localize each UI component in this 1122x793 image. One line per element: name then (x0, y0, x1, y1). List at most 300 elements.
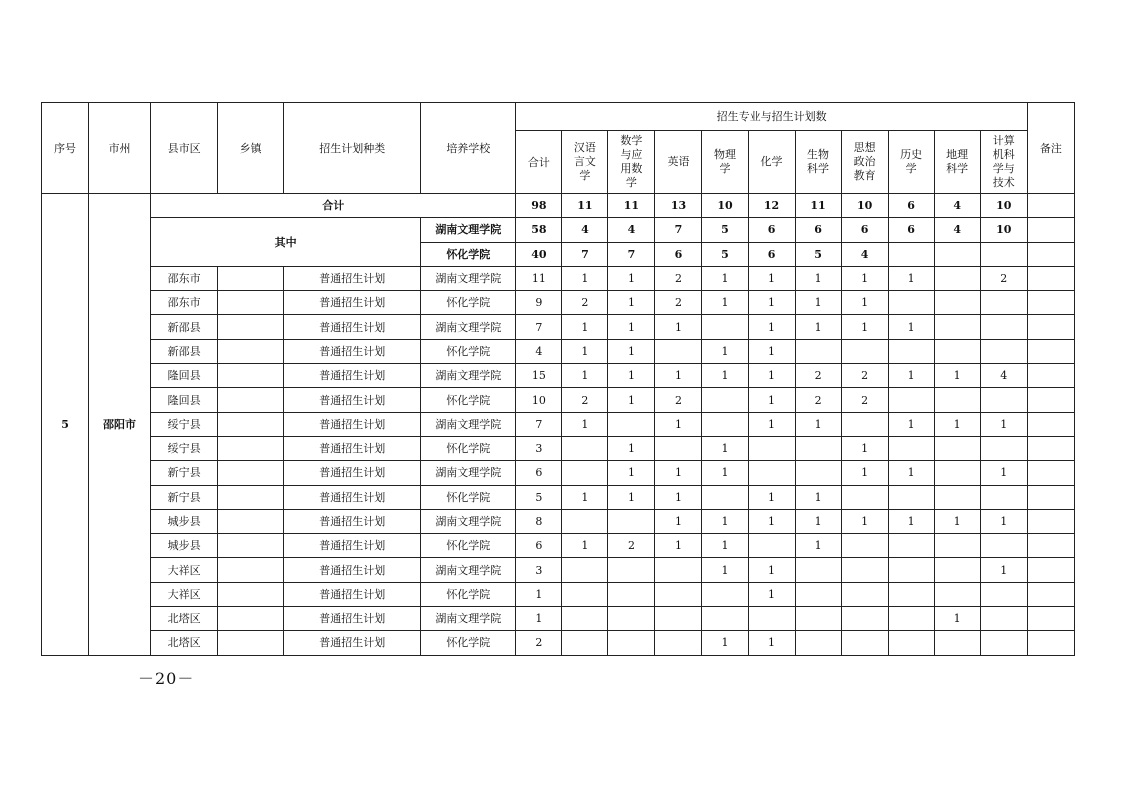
value-cell (608, 631, 655, 655)
value-cell (702, 412, 748, 436)
major-header-label: 地理科学 (946, 148, 969, 175)
town-cell (218, 582, 284, 606)
value-cell (562, 558, 608, 582)
value-cell: 2 (841, 364, 888, 388)
value-cell: 1 (795, 412, 841, 436)
value-cell: 1 (608, 315, 655, 339)
value-cell (841, 631, 888, 655)
value-cell (888, 485, 934, 509)
value-cell (795, 436, 841, 460)
value-cell: 1 (702, 509, 748, 533)
town-cell (218, 339, 284, 363)
value-cell: 2 (655, 388, 702, 412)
value-cell (655, 631, 702, 655)
value-cell: 1 (748, 485, 795, 509)
remark-cell (1027, 194, 1074, 218)
school-cell: 湖南文理学院 (421, 412, 516, 436)
value-cell: 1 (562, 534, 608, 558)
value-cell (934, 388, 980, 412)
value-cell (841, 534, 888, 558)
value-cell (980, 291, 1027, 315)
county-cell: 城步县 (151, 534, 218, 558)
value-cell: 1 (934, 607, 980, 631)
value-cell (934, 315, 980, 339)
value-cell: 1 (888, 315, 934, 339)
value-cell: 1 (608, 291, 655, 315)
total-row (42, 194, 1075, 218)
school-cell: 怀化学院 (421, 388, 516, 412)
value-cell: 1 (608, 388, 655, 412)
value-cell: 15 (516, 364, 562, 388)
value-cell: 1 (888, 266, 934, 290)
value-cell (608, 607, 655, 631)
value-cell: 1 (980, 461, 1027, 485)
value-cell: 1 (888, 412, 934, 436)
value-cell (562, 436, 608, 460)
remark-cell (1027, 412, 1074, 436)
value-cell: 1 (655, 534, 702, 558)
value-cell: 13 (655, 194, 702, 218)
value-cell: 4 (516, 339, 562, 363)
plan-type-cell: 普通招生计划 (284, 534, 421, 558)
school-cell: 怀化学院 (421, 534, 516, 558)
value-cell: 1 (562, 266, 608, 290)
value-cell: 1 (562, 364, 608, 388)
value-cell: 1 (562, 412, 608, 436)
value-cell: 6 (655, 242, 702, 266)
value-cell (655, 558, 702, 582)
remark-cell (1027, 364, 1074, 388)
table-row (42, 461, 1075, 485)
major-header-label: 化学 (760, 155, 783, 168)
col-major-header (888, 131, 934, 194)
value-cell (655, 436, 702, 460)
remark-cell (1027, 558, 1074, 582)
value-cell: 1 (702, 461, 748, 485)
value-cell: 1 (608, 461, 655, 485)
value-cell (888, 534, 934, 558)
table-row (42, 436, 1075, 460)
value-cell (888, 388, 934, 412)
plan-type-cell: 普通招生计划 (284, 412, 421, 436)
value-cell: 10 (980, 218, 1027, 242)
value-cell: 1 (841, 436, 888, 460)
value-cell: 1 (980, 412, 1027, 436)
value-cell: 8 (516, 509, 562, 533)
value-cell: 2 (562, 291, 608, 315)
value-cell: 1 (702, 558, 748, 582)
value-cell: 2 (795, 388, 841, 412)
major-header-label: 历史学 (900, 148, 923, 175)
value-cell (841, 558, 888, 582)
value-cell: 10 (702, 194, 748, 218)
county-cell: 隆回县 (151, 388, 218, 412)
town-cell (218, 315, 284, 339)
county-cell: 绥宁县 (151, 436, 218, 460)
value-cell: 1 (934, 412, 980, 436)
value-cell (980, 242, 1027, 266)
value-cell: 5 (795, 242, 841, 266)
value-cell (841, 339, 888, 363)
value-cell: 1 (608, 364, 655, 388)
table-row (42, 607, 1075, 631)
value-cell (934, 436, 980, 460)
value-cell: 1 (608, 436, 655, 460)
table-row (42, 412, 1075, 436)
col-major-header (608, 131, 655, 194)
value-cell: 7 (562, 242, 608, 266)
major-header-label: 数学与应用数学 (620, 134, 643, 189)
value-cell: 1 (795, 534, 841, 558)
value-cell (655, 582, 702, 606)
value-cell: 1 (748, 339, 795, 363)
value-cell: 3 (516, 436, 562, 460)
remark-cell (1027, 218, 1074, 242)
value-cell (748, 436, 795, 460)
table-row (42, 315, 1075, 339)
table-row (42, 339, 1075, 363)
value-cell: 2 (608, 534, 655, 558)
value-cell (795, 582, 841, 606)
value-cell: 1 (516, 582, 562, 606)
value-cell (888, 436, 934, 460)
remark-cell (1027, 485, 1074, 509)
summary-school-name: 怀化学院 (421, 242, 516, 266)
value-cell: 11 (795, 194, 841, 218)
town-cell (218, 607, 284, 631)
value-cell: 40 (516, 242, 562, 266)
value-cell: 1 (795, 266, 841, 290)
value-cell: 1 (795, 485, 841, 509)
value-cell (980, 436, 1027, 460)
major-header-label: 物理学 (713, 148, 736, 175)
table-row (42, 558, 1075, 582)
col-remark-header: 备注 (1027, 103, 1074, 194)
value-cell: 1 (702, 631, 748, 655)
county-cell: 隆回县 (151, 364, 218, 388)
page-number: －20－ (138, 669, 195, 688)
value-cell: 1 (795, 509, 841, 533)
plan-type-cell: 普通招生计划 (284, 485, 421, 509)
town-cell (218, 364, 284, 388)
value-cell: 1 (655, 412, 702, 436)
value-cell: 1 (702, 534, 748, 558)
col-major-header (655, 131, 702, 194)
value-cell: 1 (888, 461, 934, 485)
value-cell: 6 (795, 218, 841, 242)
value-cell: 1 (562, 315, 608, 339)
town-cell (218, 485, 284, 509)
table-row (42, 534, 1075, 558)
value-cell: 1 (748, 266, 795, 290)
value-cell: 1 (655, 485, 702, 509)
value-cell: 7 (655, 218, 702, 242)
county-cell: 绥宁县 (151, 412, 218, 436)
remark-cell (1027, 388, 1074, 412)
group-seq: 5 (42, 194, 89, 656)
value-cell: 1 (702, 364, 748, 388)
value-cell (841, 607, 888, 631)
value-cell (934, 582, 980, 606)
value-cell: 1 (748, 315, 795, 339)
remark-cell (1027, 242, 1074, 266)
value-cell: 5 (516, 485, 562, 509)
value-cell: 10 (516, 388, 562, 412)
county-cell: 城步县 (151, 509, 218, 533)
value-cell: 1 (795, 291, 841, 315)
value-cell (934, 266, 980, 290)
value-cell (562, 582, 608, 606)
remark-cell (1027, 461, 1074, 485)
town-cell (218, 266, 284, 290)
value-cell (934, 534, 980, 558)
enrollment-plan-table (41, 102, 1075, 656)
col-school-header: 培养学校 (421, 103, 516, 194)
school-cell: 怀化学院 (421, 436, 516, 460)
value-cell (841, 582, 888, 606)
value-cell: 1 (748, 582, 795, 606)
value-cell: 1 (980, 509, 1027, 533)
value-cell: 12 (748, 194, 795, 218)
remark-cell (1027, 607, 1074, 631)
total-label: 合计 (151, 194, 516, 218)
value-cell: 1 (702, 291, 748, 315)
town-cell (218, 412, 284, 436)
value-cell (980, 631, 1027, 655)
school-cell: 湖南文理学院 (421, 364, 516, 388)
value-cell: 4 (608, 218, 655, 242)
remark-cell (1027, 315, 1074, 339)
value-cell (980, 582, 1027, 606)
plan-type-cell: 普通招生计划 (284, 436, 421, 460)
value-cell: 1 (516, 607, 562, 631)
table-row (42, 266, 1075, 290)
value-cell (888, 558, 934, 582)
col-major-header (934, 131, 980, 194)
value-cell (608, 582, 655, 606)
group-city: 邵阳市 (89, 194, 151, 656)
value-cell (888, 242, 934, 266)
value-cell (888, 631, 934, 655)
county-cell: 新邵县 (151, 339, 218, 363)
col-plan-type-header: 招生计划种类 (284, 103, 421, 194)
value-cell (702, 485, 748, 509)
major-header-label: 生物科学 (807, 148, 830, 175)
table-row (42, 388, 1075, 412)
value-cell (562, 461, 608, 485)
value-cell (748, 461, 795, 485)
col-seq-header: 序号 (42, 103, 89, 194)
value-cell: 2 (655, 266, 702, 290)
value-cell (980, 315, 1027, 339)
town-cell (218, 388, 284, 412)
value-cell (748, 607, 795, 631)
major-header-label: 计算机科学与技术 (992, 134, 1015, 189)
value-cell: 11 (608, 194, 655, 218)
value-cell (702, 582, 748, 606)
value-cell (980, 607, 1027, 631)
value-cell (562, 607, 608, 631)
plan-type-cell: 普通招生计划 (284, 631, 421, 655)
county-cell: 北塔区 (151, 607, 218, 631)
table-row (42, 509, 1075, 533)
remark-cell (1027, 509, 1074, 533)
value-cell (888, 582, 934, 606)
value-cell (608, 558, 655, 582)
county-cell: 北塔区 (151, 631, 218, 655)
town-cell (218, 631, 284, 655)
value-cell: 10 (841, 194, 888, 218)
plan-type-cell: 普通招生计划 (284, 266, 421, 290)
value-cell: 1 (748, 388, 795, 412)
value-cell: 2 (795, 364, 841, 388)
county-cell: 大祥区 (151, 582, 218, 606)
value-cell: 3 (516, 558, 562, 582)
col-total-header: 合计 (516, 131, 562, 194)
value-cell (934, 485, 980, 509)
value-cell: 6 (888, 194, 934, 218)
value-cell (888, 607, 934, 631)
value-cell (980, 534, 1027, 558)
remark-cell (1027, 534, 1074, 558)
majors-group-header: 招生专业与招生计划数 (516, 103, 1027, 131)
value-cell: 4 (841, 242, 888, 266)
school-cell: 怀化学院 (421, 485, 516, 509)
value-cell: 1 (888, 509, 934, 533)
town-cell (218, 558, 284, 582)
value-cell: 1 (562, 339, 608, 363)
value-cell: 5 (702, 218, 748, 242)
table-row (42, 364, 1075, 388)
major-header-label: 汉语言文学 (573, 141, 596, 182)
value-cell (934, 461, 980, 485)
value-cell: 1 (748, 412, 795, 436)
plan-type-cell: 普通招生计划 (284, 509, 421, 533)
value-cell: 58 (516, 218, 562, 242)
value-cell: 1 (748, 509, 795, 533)
value-cell (888, 291, 934, 315)
value-cell (562, 631, 608, 655)
plan-type-cell: 普通招生计划 (284, 315, 421, 339)
school-cell: 怀化学院 (421, 631, 516, 655)
value-cell: 1 (608, 266, 655, 290)
header-row-1 (42, 103, 1075, 131)
major-header-label: 思想政治教育 (853, 141, 876, 182)
value-cell: 1 (655, 315, 702, 339)
value-cell: 2 (516, 631, 562, 655)
col-county-header: 县市区 (151, 103, 218, 194)
value-cell (934, 631, 980, 655)
value-cell: 4 (934, 194, 980, 218)
value-cell: 2 (655, 291, 702, 315)
value-cell: 9 (516, 291, 562, 315)
county-cell: 新宁县 (151, 461, 218, 485)
remark-cell (1027, 291, 1074, 315)
col-town-header: 乡镇 (218, 103, 284, 194)
school-cell: 湖南文理学院 (421, 315, 516, 339)
county-cell: 邵东市 (151, 266, 218, 290)
plan-type-cell: 普通招生计划 (284, 291, 421, 315)
value-cell (562, 509, 608, 533)
county-cell: 大祥区 (151, 558, 218, 582)
value-cell: 1 (702, 266, 748, 290)
value-cell (841, 412, 888, 436)
school-cell: 湖南文理学院 (421, 607, 516, 631)
county-cell: 邵东市 (151, 291, 218, 315)
of-which-label: 其中 (151, 218, 421, 267)
school-cell: 怀化学院 (421, 339, 516, 363)
value-cell: 1 (655, 509, 702, 533)
summary-school-name: 湖南文理学院 (421, 218, 516, 242)
summary-school-row (42, 218, 1075, 242)
remark-cell (1027, 582, 1074, 606)
school-cell: 湖南文理学院 (421, 266, 516, 290)
remark-cell (1027, 339, 1074, 363)
town-cell (218, 291, 284, 315)
remark-cell (1027, 266, 1074, 290)
value-cell: 1 (748, 291, 795, 315)
value-cell (795, 558, 841, 582)
value-cell: 6 (888, 218, 934, 242)
value-cell: 1 (841, 315, 888, 339)
value-cell (655, 339, 702, 363)
table-row (42, 291, 1075, 315)
value-cell: 1 (702, 339, 748, 363)
value-cell: 1 (562, 485, 608, 509)
plan-type-cell: 普通招生计划 (284, 364, 421, 388)
town-cell (218, 509, 284, 533)
col-major-header (841, 131, 888, 194)
plan-type-cell: 普通招生计划 (284, 607, 421, 631)
value-cell: 1 (702, 436, 748, 460)
value-cell (655, 607, 702, 631)
value-cell: 1 (795, 315, 841, 339)
col-major-header (562, 131, 608, 194)
value-cell: 7 (608, 242, 655, 266)
value-cell (934, 558, 980, 582)
table-row (42, 582, 1075, 606)
value-cell (748, 534, 795, 558)
value-cell: 2 (562, 388, 608, 412)
county-cell: 新邵县 (151, 315, 218, 339)
plan-type-cell: 普通招生计划 (284, 388, 421, 412)
value-cell (795, 339, 841, 363)
value-cell (841, 485, 888, 509)
town-cell (218, 436, 284, 460)
value-cell: 6 (841, 218, 888, 242)
value-cell: 1 (748, 364, 795, 388)
school-cell: 怀化学院 (421, 582, 516, 606)
value-cell: 1 (608, 485, 655, 509)
plan-type-cell: 普通招生计划 (284, 339, 421, 363)
school-cell: 怀化学院 (421, 291, 516, 315)
value-cell (702, 315, 748, 339)
value-cell (980, 339, 1027, 363)
value-cell: 11 (562, 194, 608, 218)
remark-cell (1027, 436, 1074, 460)
plan-type-cell: 普通招生计划 (284, 558, 421, 582)
value-cell: 7 (516, 412, 562, 436)
remark-cell (1027, 631, 1074, 655)
value-cell: 6 (748, 218, 795, 242)
value-cell: 4 (562, 218, 608, 242)
value-cell: 1 (655, 364, 702, 388)
value-cell: 2 (841, 388, 888, 412)
value-cell: 1 (841, 461, 888, 485)
town-cell (218, 534, 284, 558)
school-cell: 湖南文理学院 (421, 461, 516, 485)
value-cell: 7 (516, 315, 562, 339)
